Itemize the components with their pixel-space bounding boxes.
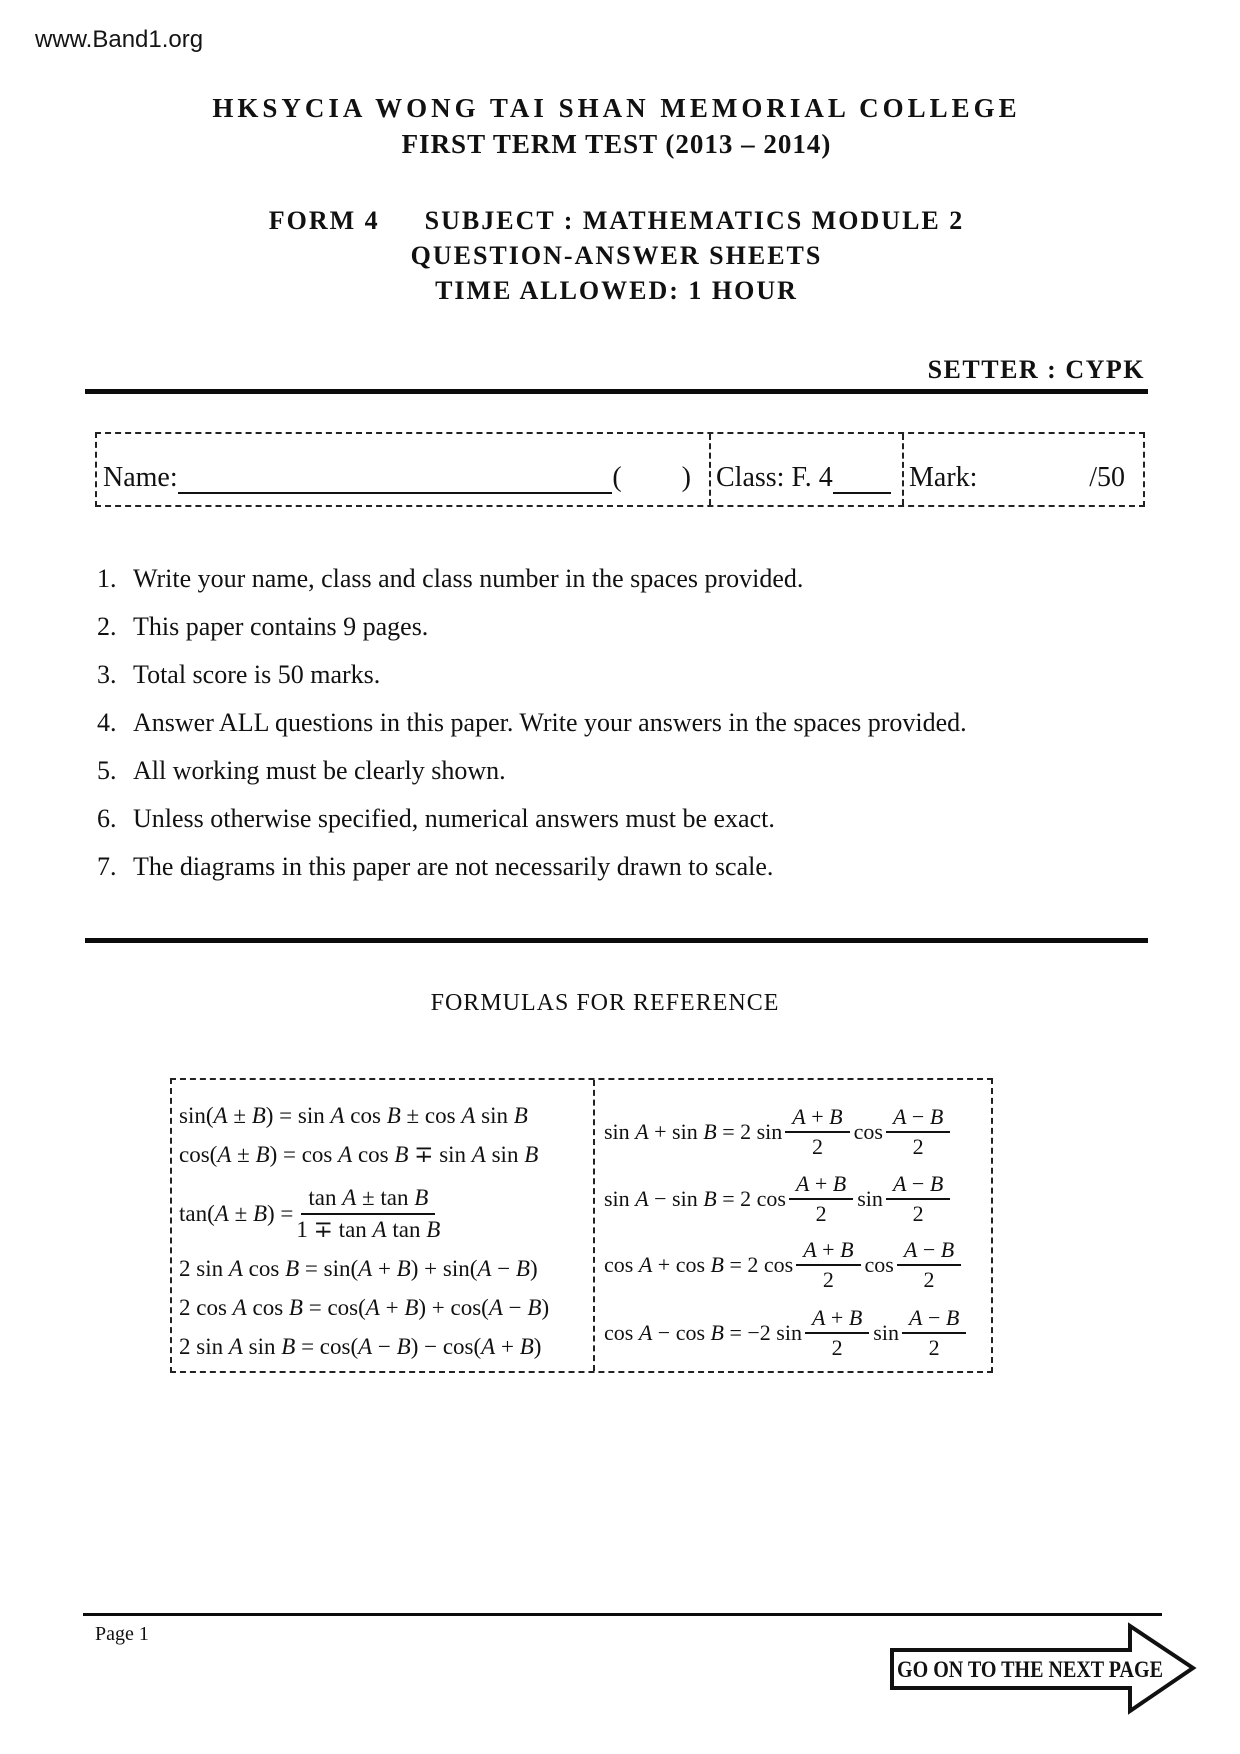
- setter-label: SETTER : CYPK: [927, 355, 1145, 384]
- formula-sum-to-product-3: cos A + cos B = 2 cos $\frac{A + B}{2}$ cos $\frac{A - B}{2}$: [604, 1237, 964, 1293]
- fraction: $\frac{A + B}{2}$: [789, 1171, 853, 1227]
- instruction-item: [97, 851, 773, 883]
- instruction-text: The diagrams in this paper are not necessarily drawn to scale.: [133, 852, 774, 881]
- fraction: $\frac{A + B}{2}$: [805, 1305, 869, 1361]
- class-field: [709, 434, 902, 505]
- horizontal-rule-top: [85, 389, 1148, 394]
- formula-product-to-sum-2: 2 cos A cos B = cos(A + B) + cos(A − B): [179, 1295, 550, 1320]
- instruction-number: 7.: [97, 852, 117, 881]
- instruction-item: [97, 563, 803, 595]
- instruction-item: [97, 707, 967, 739]
- formula-box-divider: [593, 1080, 595, 1371]
- formula-sum-to-product-2: sin A − sin B = 2 cos $\frac{A + B}{2}$ sin $\frac{A - B}{2}$: [604, 1171, 953, 1227]
- next-page-label: GO ON TO THE NEXT PAGE: [897, 1657, 1163, 1682]
- mark-label: Mark:: [909, 462, 978, 493]
- page-number-label: Page 1: [95, 1623, 149, 1645]
- formula-tan-sum: tan(A ± B) = $\frac{\text{tan A ± tan B}}{\text{1 ∓ tan A tan B}}$: [179, 1185, 441, 1242]
- formula-sum-to-product-4: cos A − cos B = −2 sin $\frac{A + B}{2}$ sin $\frac{A - B}{2}$: [604, 1305, 969, 1361]
- instruction-text: All working must be clearly shown.: [133, 756, 506, 785]
- instruction-text: Write your name, class and class number in the spaces provided.: [133, 564, 804, 593]
- instruction-item: [97, 659, 380, 691]
- instruction-item: [97, 755, 506, 787]
- next-page-arrow: [885, 1620, 1200, 1715]
- class-number-open-paren: (: [612, 462, 622, 493]
- name-field: [97, 434, 709, 505]
- fraction: $\frac{A - B}{2}$: [897, 1237, 961, 1293]
- fraction: $\frac{A + B}{2}$: [785, 1104, 849, 1160]
- formulas-title: FORMULAS FOR REFERENCE: [430, 990, 780, 1016]
- instruction-item: [97, 611, 428, 643]
- subject-label: SUBJECT : MATHEMATICS MODULE 2: [424, 206, 965, 235]
- formula-sum-to-product-1: sin A + sin B = 2 sin $\frac{A + B}{2}$ cos $\frac{A - B}{2}$: [604, 1104, 953, 1160]
- instruction-number: 5.: [97, 756, 117, 785]
- class-number-close-paren: ): [681, 462, 691, 493]
- watermark-url: www.Band1.org: [35, 26, 204, 53]
- class-blank-line: [833, 490, 891, 494]
- form-label: FORM 4: [268, 206, 380, 235]
- form-subject-line: [85, 206, 1148, 236]
- instruction-number: 6.: [97, 804, 117, 833]
- instruction-text: This paper contains 9 pages.: [133, 612, 429, 641]
- formula-sin-sum: sin(A ± B) = sin A cos B ± cos A sin B: [179, 1103, 528, 1128]
- instruction-number: 2.: [97, 612, 117, 641]
- horizontal-rule-middle: [85, 938, 1148, 943]
- instruction-item: [97, 803, 775, 835]
- fraction: $\frac{A - B}{2}$: [886, 1171, 950, 1227]
- horizontal-rule-footer: [83, 1613, 1162, 1616]
- mark-total: /50: [1089, 462, 1125, 493]
- instruction-number: 1.: [97, 564, 117, 593]
- instruction-number: 3.: [97, 660, 117, 689]
- fraction: $\frac{A + B}{2}$: [796, 1237, 860, 1293]
- fraction: $\frac{A - B}{2}$: [886, 1104, 950, 1160]
- time-allowed-label: TIME ALLOWED: 1 HOUR: [435, 276, 798, 305]
- mark-field: [902, 434, 1143, 505]
- instruction-text: Unless otherwise specified, numerical answers must be exact.: [133, 804, 775, 833]
- class-label: Class: F. 4: [716, 462, 833, 493]
- school-title: HKSYCIA WONG TAI SHAN MEMORIAL COLLEGE: [212, 93, 1021, 123]
- name-blank-line: [178, 490, 613, 494]
- exam-title: FIRST TERM TEST (2013 – 2014): [401, 129, 832, 159]
- instruction-number: 4.: [97, 708, 117, 737]
- formula-product-to-sum-3: 2 sin A sin B = cos(A − B) − cos(A + B): [179, 1334, 542, 1359]
- formula-cos-sum: cos(A ± B) = cos A cos B ∓ sin A sin B: [179, 1142, 539, 1167]
- candidate-info-box: [95, 432, 1145, 507]
- name-label: Name:: [103, 462, 178, 493]
- instruction-text: Total score is 50 marks.: [133, 660, 381, 689]
- fraction: $\frac{A - B}{2}$: [902, 1305, 966, 1361]
- fraction: $\frac{\text{tan A ± tan B}}{\text{1 ∓ tan A tan B}}$: [296, 1185, 441, 1242]
- formula-product-to-sum-1: 2 sin A cos B = sin(A + B) + sin(A − B): [179, 1256, 538, 1281]
- formula-reference-box: [170, 1078, 993, 1373]
- instruction-text: Answer ALL questions in this paper. Write your answers in the spaces provided.: [133, 708, 967, 737]
- sheet-type-label: QUESTION-ANSWER SHEETS: [410, 241, 823, 270]
